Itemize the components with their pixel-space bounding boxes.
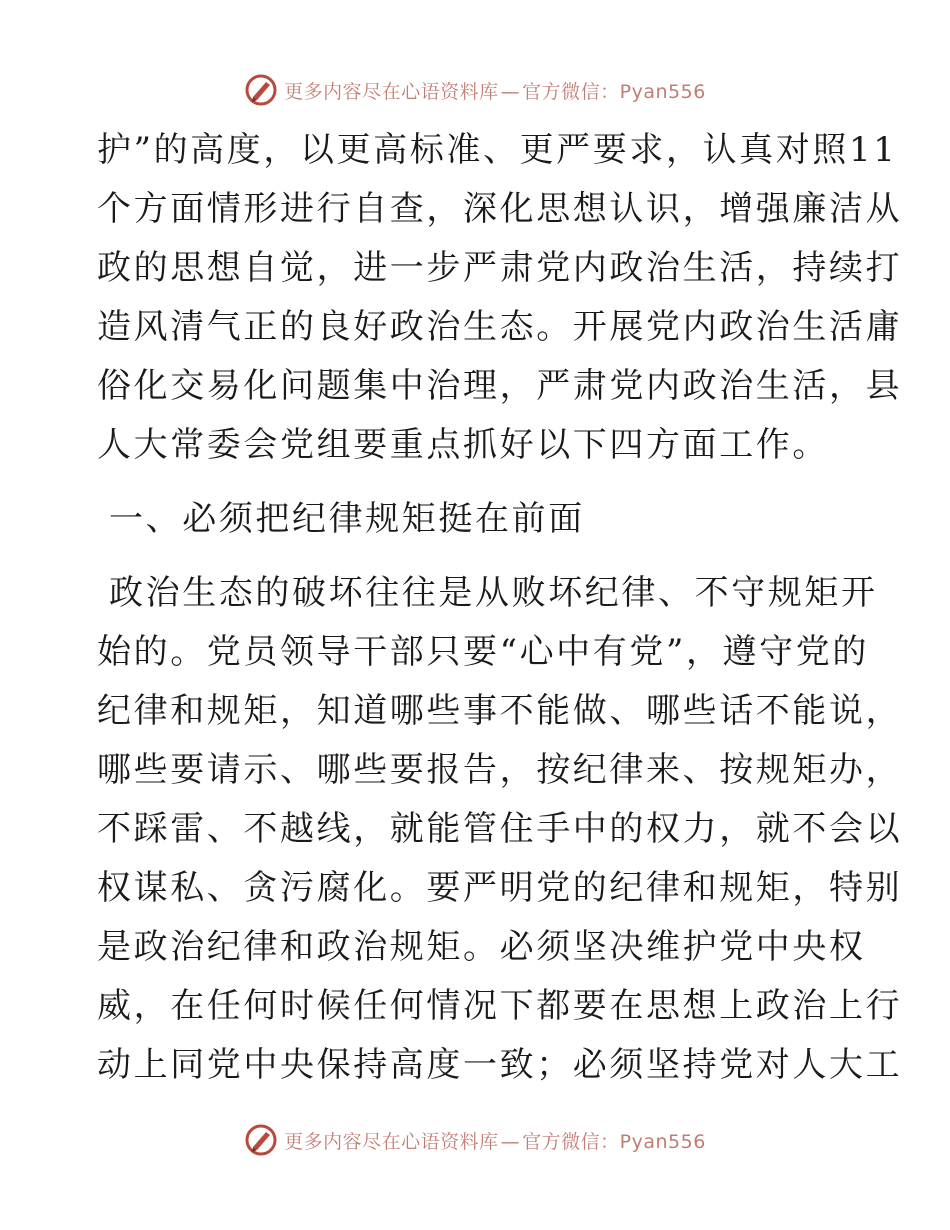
- text-line: 政治生态的破坏往往是从败坏纪律、不守规矩开: [109, 573, 878, 613]
- banner-inner: [244, 73, 706, 107]
- text-line: 政的思想自觉，进一步严肃党内政治生活，持续打: [97, 248, 903, 288]
- text-line: 始的。党员领导干部只要“心中有党”，遵守党的: [97, 632, 869, 672]
- text-line: 人大常委会党组要重点抓好以下四方面工作。: [97, 425, 829, 465]
- text-line: 动上同党中央保持高度一致；必须坚持党对人大工: [97, 1045, 903, 1085]
- spacer: [97, 475, 857, 490]
- pen-logo-icon: [244, 1123, 278, 1157]
- text-line: 权谋私、贪污腐化。要严明党的纪律和规矩，特别: [97, 868, 903, 908]
- header-banner: [0, 70, 950, 110]
- document-body: [97, 121, 903, 1095]
- banner-wechat: 官方微信：Pyan556: [522, 80, 706, 103]
- banner-site-name: 更多内容尽在心语资料库: [284, 1130, 499, 1153]
- paragraph-1: [97, 121, 903, 475]
- spacer: [97, 549, 857, 564]
- text-line: 哪些要请示、哪些要报告，按纪律来、按规矩办，: [97, 750, 903, 790]
- text-line: 威，在任何时候任何情况下都要在思想上政治上行: [97, 986, 903, 1026]
- banner-separator: —: [500, 1130, 521, 1153]
- banner-text: [284, 77, 706, 104]
- text-line: 个方面情形进行自查，深化思想认识，增强廉洁从: [97, 189, 903, 229]
- text-line: 是政治纪律和政治规矩。必须坚决维护党中央权: [97, 927, 866, 967]
- pen-logo-icon: [244, 73, 278, 107]
- banner-text: [284, 1127, 706, 1154]
- section-heading: 一、必须把纪律规矩挺在前面: [109, 499, 585, 539]
- banner-separator: —: [500, 80, 521, 103]
- text-line: 造风清气正的良好政治生态。开展党内政治生活庸: [97, 307, 903, 347]
- text-line: 俗化交易化问题集中治理，严肃党内政治生活，县: [97, 366, 903, 406]
- banner-inner: [244, 1123, 706, 1157]
- footer-banner: [0, 1120, 950, 1160]
- banner-site-name: 更多内容尽在心语资料库: [284, 80, 499, 103]
- text-line: 不踩雷、不越线，就能管住手中的权力，就不会以: [97, 809, 903, 849]
- paragraph-2: [97, 564, 903, 1095]
- text-line: 护”的高度，以更高标准、更严要求，认真对照11: [97, 130, 898, 170]
- banner-wechat: 官方微信：Pyan556: [522, 1130, 706, 1153]
- text-line: 纪律和规矩，知道哪些事不能做、哪些话不能说，: [97, 691, 903, 731]
